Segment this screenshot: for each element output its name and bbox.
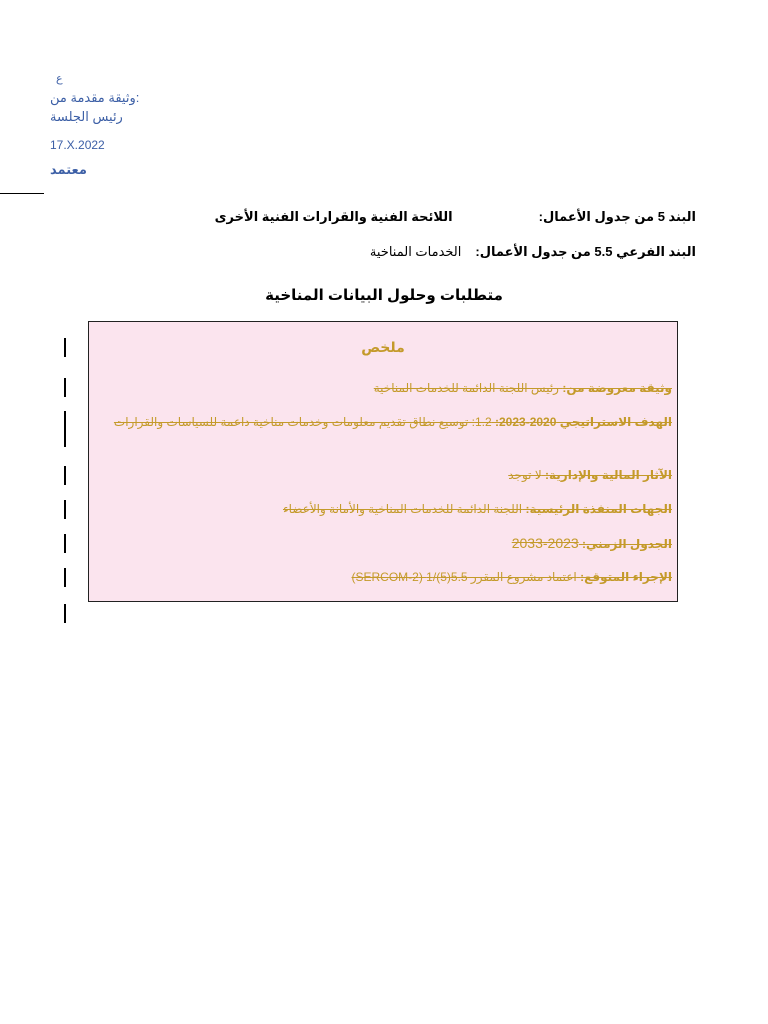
change-bar — [64, 338, 66, 357]
summary-row-strategic-objective — [112, 412, 672, 433]
summary-row-label: الجهات المنفذة الرئيسية: — [525, 502, 672, 516]
agenda-subitem-line — [370, 243, 696, 261]
summary-row-value: رئيس اللجنة الدائمة للخدمات المناخية — [373, 381, 559, 395]
summary-row-value: 1.2: توسيع نطاق تقديم معلومات وخدمات مناخية داعمة للسياسات والقرارات — [113, 415, 492, 429]
submitted-by-line: وثيقة مقدمة من: — [50, 90, 140, 105]
agenda-item-line — [215, 208, 696, 226]
summary-row-value: لا توجد — [508, 468, 542, 482]
agenda-item-label: البند 5 من جدول الأعمال: — [538, 209, 696, 224]
chair-line: رئيس الجلسة — [50, 109, 123, 124]
change-bar — [64, 466, 66, 485]
summary-heading: ملخص — [361, 339, 405, 355]
approval-status: معتمد — [50, 162, 87, 177]
summary-row-label: الآثار المالية والإدارية: — [545, 468, 672, 482]
change-bar — [64, 411, 66, 447]
summary-row-submitted-by — [112, 378, 672, 399]
summary-box — [88, 321, 678, 602]
summary-row-label: الجدول الزمني: — [582, 537, 672, 551]
change-bar — [64, 534, 66, 553]
change-bar — [64, 604, 66, 623]
agenda-subitem-value: الخدمات المناخية — [369, 244, 462, 259]
summary-row-value: اللجنة الدائمة للخدمات المناخية والأمانة والأعضاء — [282, 502, 523, 516]
document-title: متطلبات وحلول البيانات المناخية — [265, 287, 503, 304]
summary-row-label: وثيقة معروضة من: — [562, 381, 672, 395]
summary-row-key-implementers — [112, 499, 672, 520]
header-mark: ع — [56, 73, 63, 85]
summary-row-time-frame — [112, 533, 672, 555]
change-bar — [64, 568, 66, 587]
change-bar — [64, 378, 66, 397]
agenda-subitem-label: البند الفرعي 5.5 من جدول الأعمال: — [475, 244, 696, 259]
summary-row-action-expected — [112, 567, 672, 588]
agenda-item-value: اللائحة الفنية والقرارات الفنية الأخرى — [214, 209, 453, 224]
change-bar — [64, 500, 66, 519]
summary-row-value: 2023-2033 — [511, 535, 579, 551]
summary-row-label: الهدف الاستراتيجي 2020-2023: — [494, 415, 672, 429]
document-date: 17.X.2022 — [50, 138, 105, 152]
summary-row-value: اعتماد مشروع المقرر 5.5(5)/1 (SERCOM-2) — [351, 570, 577, 584]
summary-row-financial-implications — [112, 465, 672, 486]
summary-row-label: الإجراء المتوقع: — [580, 570, 672, 584]
header-divider — [0, 193, 44, 194]
